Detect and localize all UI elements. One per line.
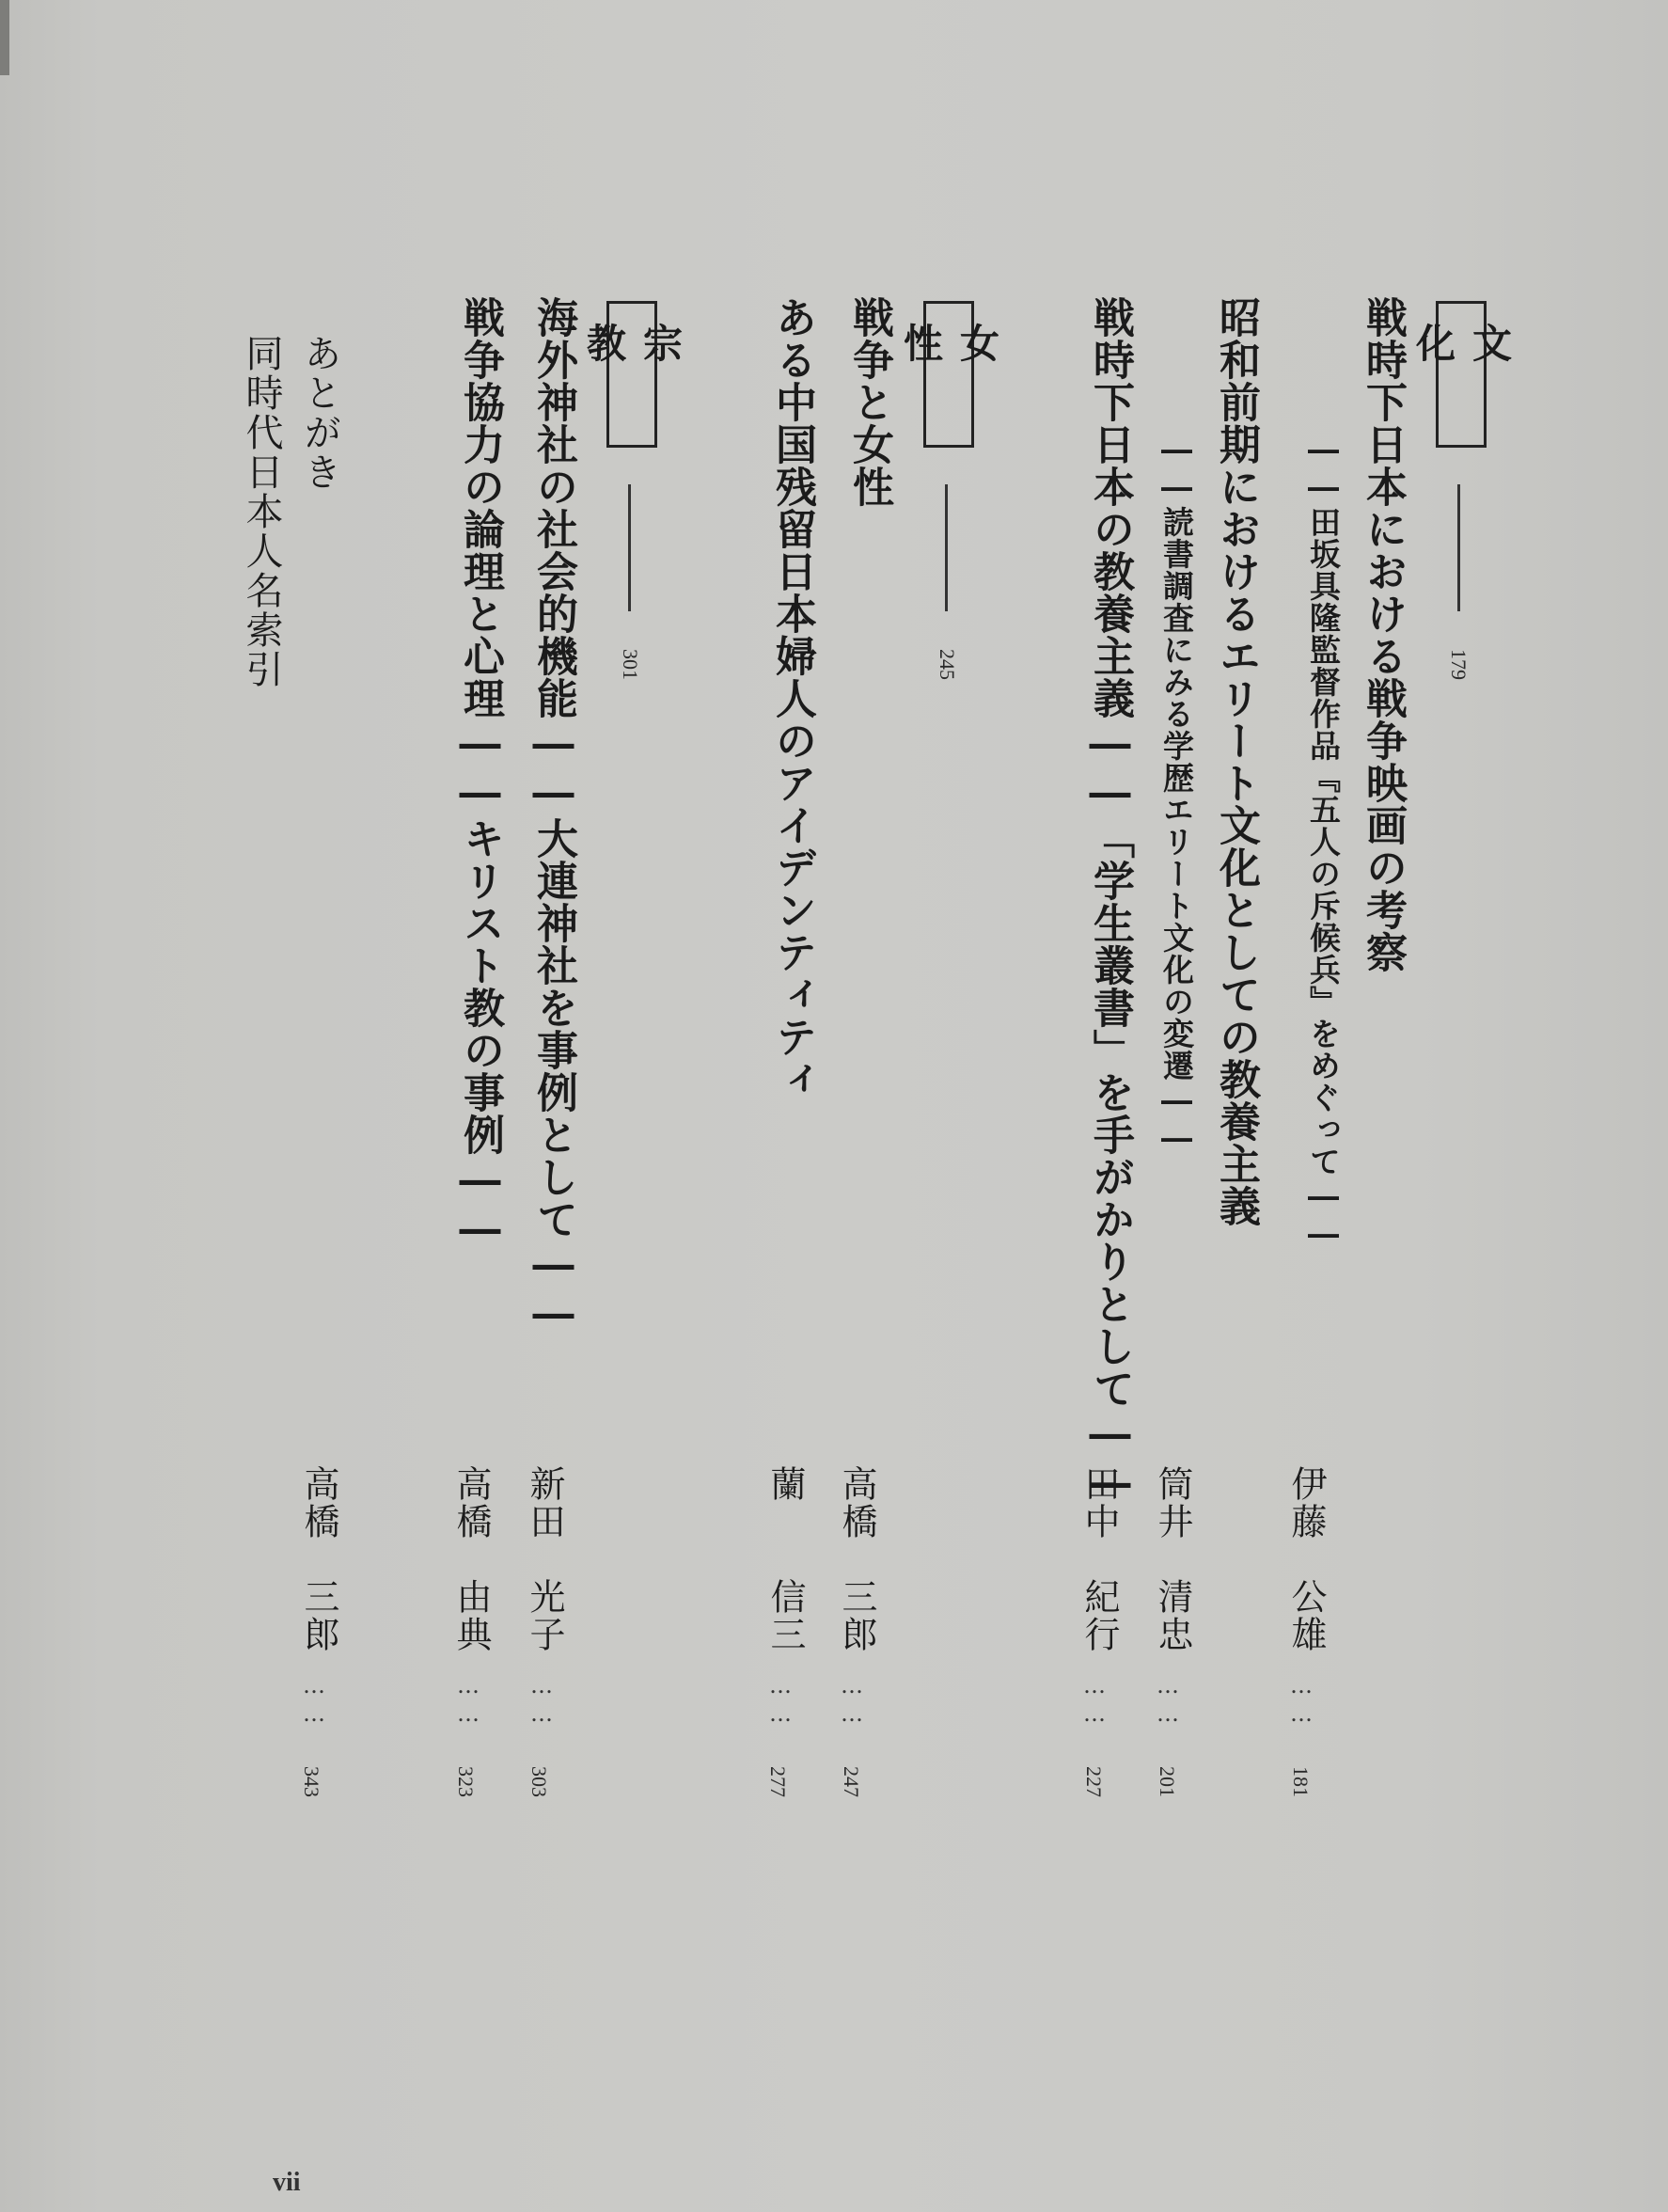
folio-page-number: vii bbox=[273, 2168, 301, 2197]
leader-dots: …… bbox=[767, 1672, 794, 1729]
entry-page-number: 201 bbox=[1156, 1766, 1179, 1797]
leader-dots: …… bbox=[1288, 1672, 1314, 1729]
entry-author: 伊藤 公雄 bbox=[1285, 1465, 1327, 1653]
section-page-number: 301 bbox=[619, 649, 642, 680]
entry-author: 蘭 信三 bbox=[764, 1465, 806, 1653]
entry-author: 田中 紀行 bbox=[1078, 1465, 1120, 1653]
leader-dots: …… bbox=[839, 1672, 865, 1729]
section-rule bbox=[1457, 484, 1460, 611]
leader-dots: …… bbox=[1081, 1672, 1108, 1729]
entry-title: ある中国残留日本婦人のアイデンティティ bbox=[768, 296, 816, 1100]
entry-title: あとがき bbox=[298, 334, 341, 492]
entry-subtitle: ――田坂具隆監督作品『五人の斥候兵』をめぐって―― bbox=[1305, 431, 1342, 1253]
section-label: 文化 bbox=[1410, 323, 1513, 387]
entry-page-number: 303 bbox=[527, 1766, 551, 1797]
page-edge bbox=[0, 0, 9, 75]
entry-author: 高橋 三郎 bbox=[298, 1465, 339, 1653]
entry-author: 高橋 三郎 bbox=[836, 1465, 877, 1653]
entry-page-number: 181 bbox=[1289, 1766, 1313, 1797]
entry-title: 戦時下日本における戦争映画の考察 bbox=[1359, 296, 1407, 973]
section-heading-religion bbox=[581, 301, 684, 448]
section-heading-culture bbox=[1410, 301, 1513, 448]
entry-author: 高橋 由典 bbox=[450, 1465, 492, 1653]
section-label: 女性 bbox=[898, 323, 1000, 387]
entry-subtitle: ――読書調査にみる学歴エリート文化の変遷―― bbox=[1158, 431, 1195, 1157]
section-rule bbox=[945, 484, 948, 611]
section-page-number: 179 bbox=[1447, 649, 1471, 680]
entry-author: 筒井 清忠 bbox=[1152, 1465, 1193, 1653]
entry-page-number: 323 bbox=[454, 1766, 478, 1797]
section-rule bbox=[628, 484, 631, 611]
entry-title: 戦争と女性 bbox=[845, 296, 893, 508]
leader-dots: …… bbox=[301, 1672, 327, 1729]
entry-page-number: 277 bbox=[766, 1766, 790, 1797]
entry-title: 戦時下日本の教養主義――「学生叢書」を手がかりとして―― bbox=[1086, 296, 1134, 1508]
entry-page-number: 247 bbox=[840, 1766, 863, 1797]
leader-dots: …… bbox=[455, 1672, 481, 1729]
leader-dots: …… bbox=[1155, 1672, 1181, 1729]
section-page-number: 245 bbox=[936, 649, 959, 680]
entry-title: 昭和前期におけるエリート文化としての教養主義 bbox=[1212, 296, 1260, 1227]
section-label: 宗教 bbox=[581, 323, 684, 387]
entry-page-number: 343 bbox=[300, 1766, 323, 1797]
entry-author: 新田 光子 bbox=[524, 1465, 565, 1653]
entry-page-number: 227 bbox=[1082, 1766, 1106, 1797]
entry-title: 海外神社の社会的機能――大連神社を事例として―― bbox=[529, 296, 577, 1338]
leader-dots: …… bbox=[528, 1672, 555, 1729]
section-heading-women bbox=[898, 301, 1000, 448]
entry-title: 戦争協力の論理と心理――キリスト教の事例―― bbox=[456, 296, 504, 1254]
entry-title: 同時代日本人名索引 bbox=[240, 334, 283, 689]
